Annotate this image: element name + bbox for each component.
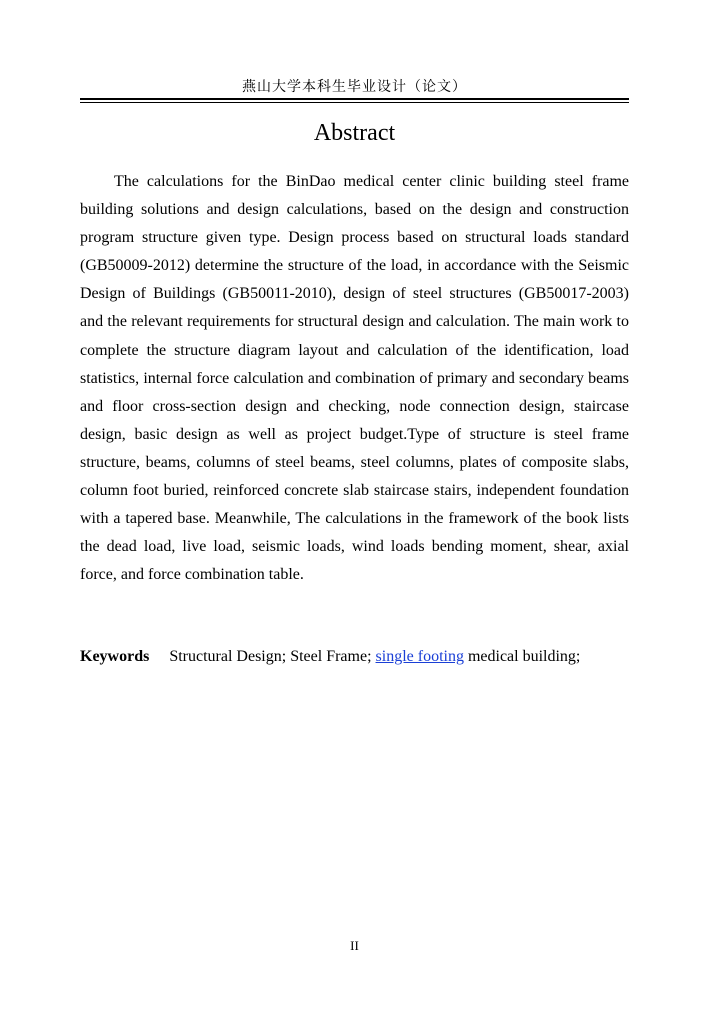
page-number: II [350,938,359,953]
abstract-body: The calculations for the BinDao medical center clinic building steel frame building solutions and design calculations, based on the design and construction program structure given type. Design process based on structural loads standard (GB50009-2012) determine the structure of the load, in accordance with the Seismic Design of Buildings (GB50011-2010), design of steel structures (GB50017-2003) and the relevant requirements for structural design and calculation. The main work to complete the structure diagram layout and calculation of the identification, load statistics, internal force calculation and combination of primary and secondary beams and floor cross-section design and checking, node connection design, staircase design, basic design as well as project budget.Type of structure is steel frame structure, beams, columns of steel beams, steel columns, plates of composite slabs, column foot buried, reinforced concrete slab staircase stairs, independent foundation with a tapered base. Meanwhile, The calculations in the framework of the book lists the dead load, live load, seismic loads, wind loads bending moment, shear, axial force, and force combination table. [80,173,629,584]
header-rule-thin [80,102,629,103]
keywords-link-single-footing[interactable]: single footing [375,648,464,665]
header-rule-thick [80,98,629,100]
keywords-line [80,643,640,671]
page-header: 燕山大学本科生毕业设计（论文） [242,79,467,95]
abstract-title: Abstract [313,120,396,146]
keywords-text-before: Structural Design; Steel Frame; [169,648,376,665]
keywords-text-after: medical building; [463,648,581,665]
keywords-label: Keywords [80,648,150,665]
